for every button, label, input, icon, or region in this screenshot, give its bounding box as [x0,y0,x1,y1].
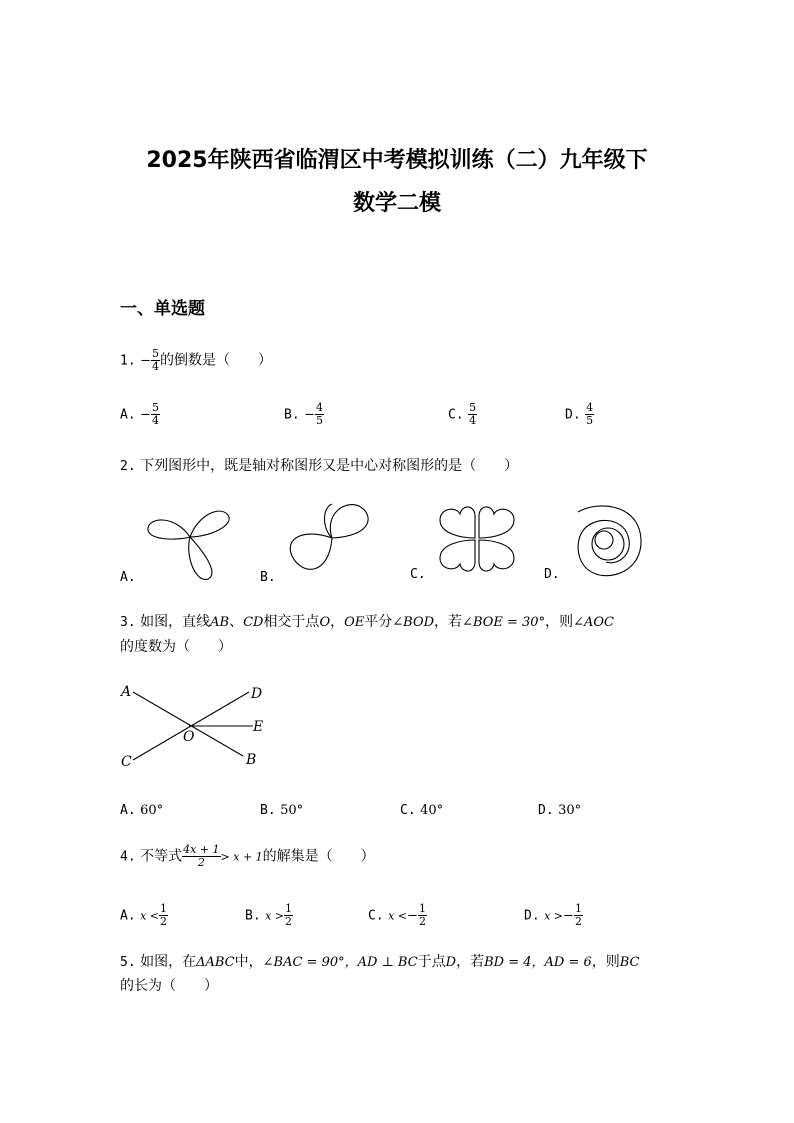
question-3: 3. 如图，直线AB、CD相交于点O，OE平分∠BOD，若∠BOE = 30°，则∠AOC [120,614,614,630]
question-3-line2: 的度数为（ ） [120,639,232,655]
figure-b-two-leaves [284,498,379,580]
minus-sign: − [140,353,152,369]
q4-option-c[interactable]: C. x <− $\frac{1}{2}$ [368,902,426,928]
question-5: 5. 如图，在ΔABC中，∠BAC = 90°，AD ⊥ BC于点D，若BD = 4，AD = 6，则BC [120,954,640,970]
question-number: 1. [120,353,136,369]
q3-option-d[interactable]: D. 30° [538,803,582,818]
question-2: 2. 下列图形中，既是轴对称图形又是中心对称图形的是（ ） [120,458,519,474]
q1-option-b[interactable]: B. − $\frac{4}{5}$ [284,401,324,427]
question-1 [120,348,272,373]
figure-d-spiral-circles [568,498,648,580]
q3-option-c[interactable]: C. 40° [400,803,444,818]
section-heading: 一、单选题 [120,299,205,319]
question-text: 的倒数是（ ） [160,352,273,369]
label-e: E [253,719,264,735]
q4-option-b[interactable]: B. x > $\frac{1}{2}$ [245,902,293,928]
q3-option-a[interactable]: A. 60° [120,803,164,818]
q2-option-d[interactable]: D. [544,567,560,582]
page-title-line2: 数学二模 [352,191,441,216]
figure-c-four-leaf-clover [432,498,522,580]
q1-option-d[interactable]: D. $\frac{4}{5}$ [565,401,594,427]
question-5-line2: 的长为（ ） [120,978,218,994]
q2-option-c[interactable]: C. [410,567,426,582]
q2-option-a[interactable]: A. [120,570,136,585]
label-b: B [246,752,257,768]
label-d: D [251,686,263,702]
q3-option-b[interactable]: B. 50° [260,803,304,818]
q4-option-a[interactable]: A. x < $\frac{1}{2}$ [120,902,168,928]
label-c: C [121,754,132,770]
q4-option-d[interactable]: D. x >− $\frac{1}{2}$ [524,902,582,928]
q1-option-c[interactable]: C. $\frac{5}{4}$ [448,401,477,427]
question-4: 4. 不等式 $\frac{4x + 1}{2}$ > x + 1的解集是（ ） [120,843,375,869]
figure-intersecting-lines [115,678,275,774]
label-a: A [121,684,132,700]
label-o: O [183,729,195,745]
q1-option-a[interactable]: A. − $\frac{5}{4}$ [120,401,160,427]
q2-option-b[interactable]: B. [260,570,276,585]
fraction: $\frac{5}{4}$ [152,347,160,373]
figure-a-three-petal [140,495,240,585]
page-title-line1: 2025年陕西省临渭区中考模拟训练（二）九年级下 [146,148,648,173]
